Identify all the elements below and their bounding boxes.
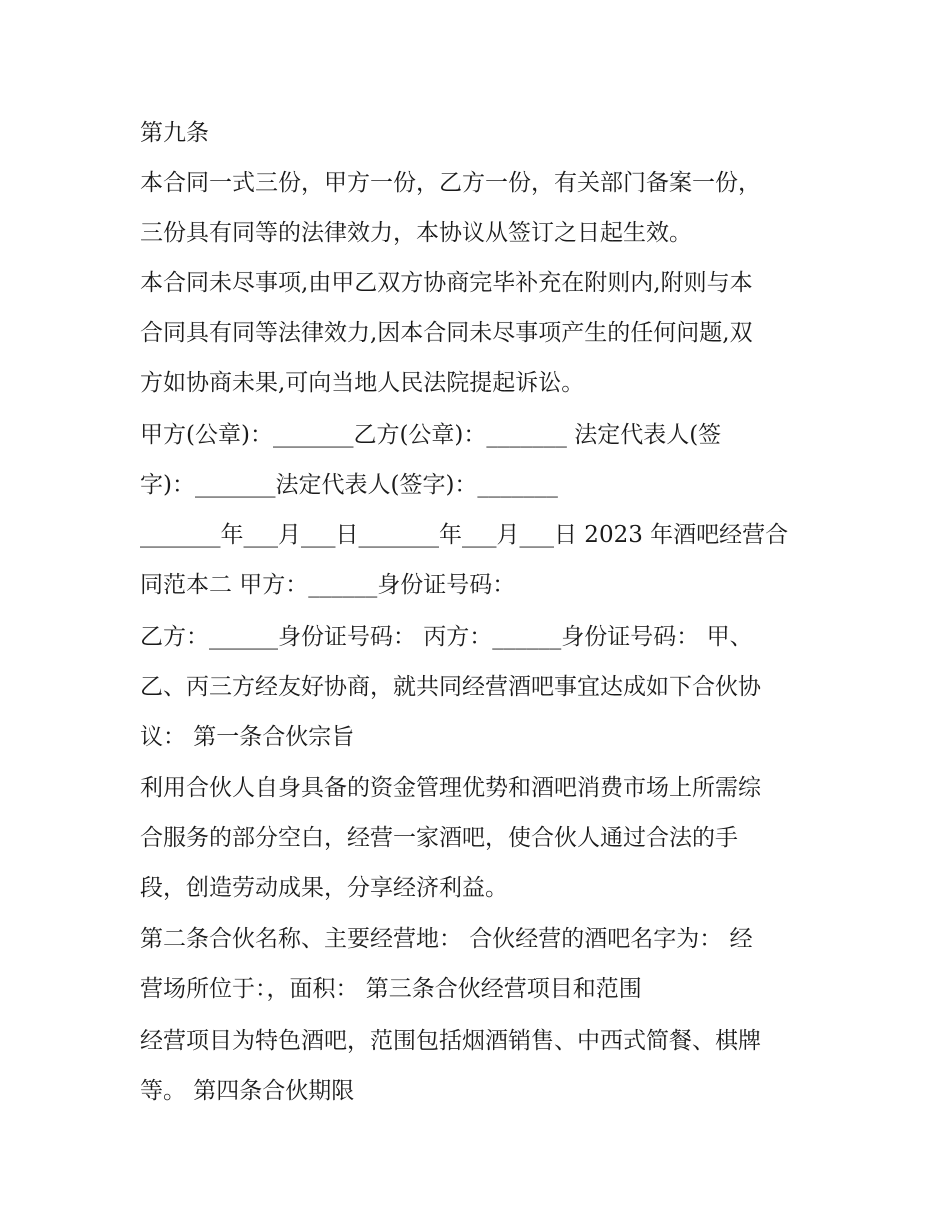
- text-line: 等。 第四条合伙期限: [140, 1078, 355, 1104]
- text-line: 乙方：______身份证号码： 丙方：______身份证号码： 甲、: [140, 624, 753, 650]
- signature-line: 字)：_______法定代表人(签字)：_______: [140, 472, 558, 498]
- text-line: 经营项目为特色酒吧，范围包括烟酒销售、中西式简餐、棋牌: [140, 1028, 761, 1054]
- text-line: 本合同未尽事项,由甲乙双方协商完毕补充在附则内,附则与本: [140, 270, 753, 296]
- text-line-heading: 第九条: [140, 120, 209, 146]
- text-line: 方如协商未果,可向当地人民法院提起诉讼。: [140, 370, 585, 396]
- text-line: 段，创造劳动成果，分享经济利益。: [140, 875, 508, 901]
- text-line: 同范本二 甲方：______身份证号码：: [140, 572, 516, 598]
- text-line: 乙、丙三方经友好协商，就共同经营酒吧事宜达成如下合伙协: [140, 674, 761, 700]
- text-line: 第二条合伙名称、主要经营地： 合伙经营的酒吧名字为： 经: [140, 926, 753, 952]
- text-line: 营场所位于：，面积： 第三条合伙经营项目和范围: [140, 976, 642, 1002]
- text-line: 三份具有同等的法律效力，本协议从签订之日起生效。: [140, 220, 692, 246]
- text-line: 议： 第一条合伙宗旨: [140, 724, 355, 750]
- signature-line: 甲方(公章)：_______乙方(公章)：_______ 法定代表人(签: [140, 422, 722, 448]
- text-line: 本合同一式三份，甲方一份，乙方一份，有关部门备案一份，: [140, 170, 761, 196]
- date-line: _______年___月___日_______年___月___日 2023 年酒吧经营合: [140, 522, 789, 548]
- text-line: 利用合伙人自身具备的资金管理优势和酒吧消费市场上所需综: [140, 775, 761, 801]
- text-line: 合服务的部分空白，经营一家酒吧，使合伙人通过合法的手: [140, 825, 738, 851]
- text-line: 合同具有同等法律效力,因本合同未尽事项产生的任何问题,双: [140, 320, 753, 346]
